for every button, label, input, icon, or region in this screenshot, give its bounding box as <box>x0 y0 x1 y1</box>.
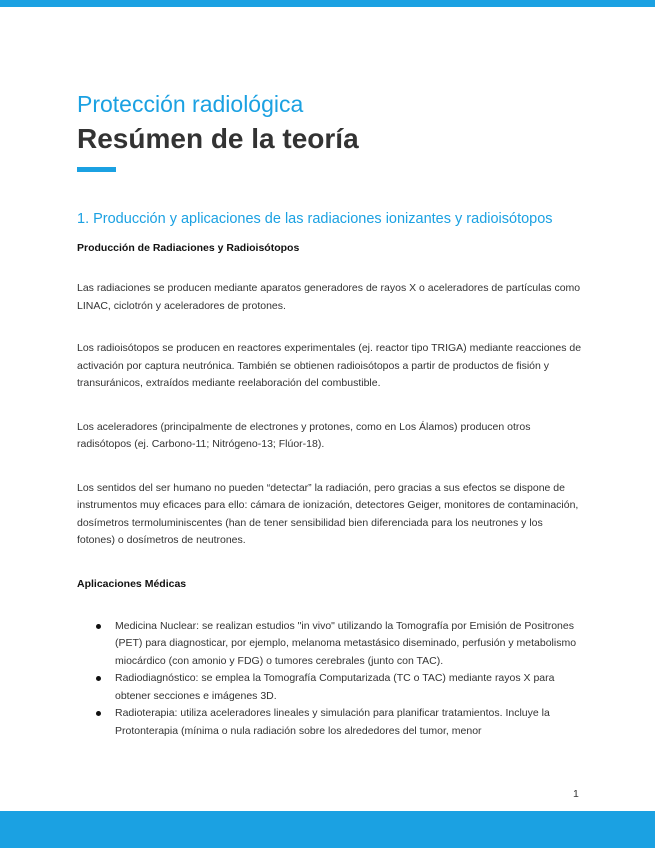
list-item <box>77 705 582 740</box>
list-item <box>77 670 582 705</box>
paragraph-2: Los radioisótopos se producen en reactores experimentales (ej. reactor tipo TRIGA) mediante reacciones de activación por captura neutrónica. También se obtienen radioisótopos a partir de productos de fisión y transuránicos, extraídos mediante reelaboración del combustible. <box>77 342 582 389</box>
document-content <box>77 88 582 740</box>
subheading-medical: Aplicaciones Médicas <box>77 577 187 590</box>
document-subtitle: Resúmen de la teoría <box>77 123 359 154</box>
subheading-production: Producción de Radiaciones y Radioisótopos <box>77 242 300 254</box>
medical-applications-list <box>77 618 582 741</box>
bullet-icon <box>96 624 101 629</box>
list-item <box>77 618 582 671</box>
section-heading: 1. Producción y aplicaciones de las radiaciones ionizantes y radioisótopos <box>77 211 553 227</box>
page-number: 1 <box>573 788 579 800</box>
document-title: Protección radiológica <box>77 91 304 117</box>
list-item-text: Radioterapia: utiliza aceleradores lineales y simulación para planificar tratamientos. Incluye la Protonterapia (mínima o nula radiación sobre los alrededores del tumor, menor <box>115 707 550 737</box>
top-accent-bar <box>0 0 655 7</box>
list-item-text: Medicina Nuclear: se realizan estudios "in vivo" utilizando la Tomografía por Emisión de Positrones (PET) para diagnosticar, por ejemplo, melanoma metastásico diseminado, perfusión y metabolismo miocárdico (con amonio y FDG) o tumores cerebrales (junto con TAC). <box>115 619 577 667</box>
title-underline <box>77 167 116 172</box>
bottom-accent-bar <box>0 811 655 848</box>
paragraph-1: Las radiaciones se producen mediante aparatos generadores de rayos X o aceleradores de partículas como LINAC, ciclotrón y aceleradores de protones. <box>77 282 581 312</box>
paragraph-3: Los aceleradores (principalmente de electrones y protones, como en Los Álamos) producen otros radisótopos (ej. Carbono-11; Nitrógeno-13; Flúor-18). <box>77 420 531 450</box>
list-item-text: Radiodiagnóstico: se emplea la Tomografía Computarizada (TC o TAC) mediante rayos X para obtener secciones e imágenes 3D. <box>115 672 555 702</box>
bullet-icon <box>96 711 101 716</box>
bullet-icon <box>96 676 101 681</box>
paragraph-4: Los sentidos del ser humano no pueden “detectar” la radiación, pero gracias a sus efectos se dispone de instrumentos muy eficaces para ello: cámara de ionización, detectores Geiger, monitores de contaminación, dosímetros termoluminiscentes (han de tener sensibilidad bien diferenciada para los neutrones y los fotones) o dosímetros de neutrones. <box>77 481 579 546</box>
